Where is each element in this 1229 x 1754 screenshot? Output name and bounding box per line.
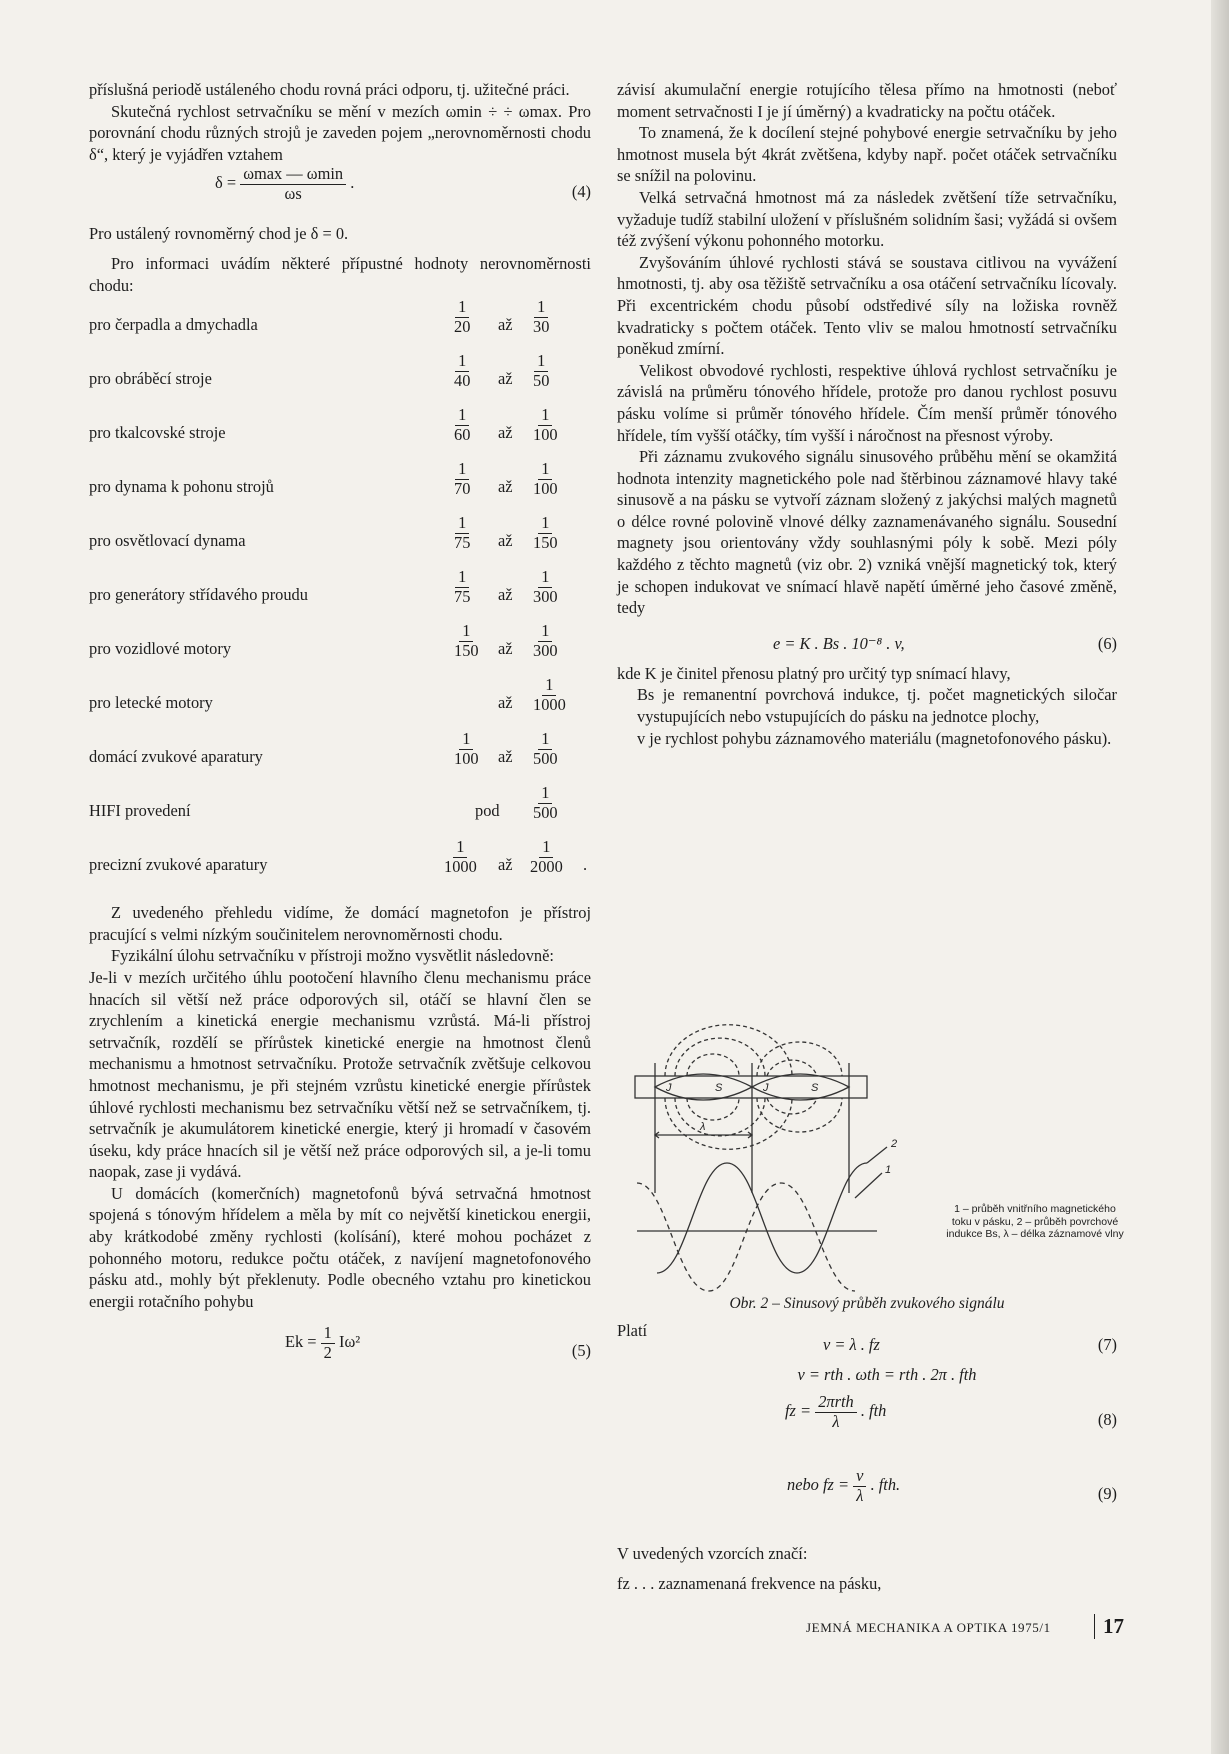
equation-number: (5) (571, 1341, 591, 1361)
paragraph: Zvyšováním úhlové rychlosti stává se soustava citlivou na vyvážení hmotnosti, tj. aby osa těžiště setrvačníku a osa otáčení setrvačníku lícovaly. Při excentrickém chodu působí odstředivé síly na ložiska rovněž kvadraticky s počtem otáček. Tento vliv se malou hmotností setrvačníku poněkud zmírní. (617, 252, 1117, 359)
equation-number: (6) (1097, 633, 1117, 653)
formula-block (617, 1320, 1117, 1594)
value-row: HIFI provedení pod $\frac{1}{500}$ (89, 783, 558, 823)
equation-5: Ek = $\frac{1}{2}$ Iω² (5) (285, 1323, 591, 1363)
svg-text:S: S (715, 1082, 723, 1094)
paragraph: Velikost obvodové rychlosti, respektive úhlová rychlost setrvačníku je závislá na průměru tónového hřídele, protože pro danou rychlost posuvu pásku volíme si průměr tónového hřídele. Čím menší průměr tónového hřídele, tím vyšší otáčky, tím vyšší i náročnost na přesnost výroby. (617, 360, 1117, 445)
value-row: pro obráběcí stroje $\frac{1}{40}$ až $\frac{1}{50}$ (89, 351, 550, 391)
paragraph: U domácích (komerčních) magnetofonů bývá setrvačná hmotnost spojená s tónovým hřídelem a měla by mít co největší kinetickou energii, aby krátkodobé změny rychlosti (kolísání), které mohou pocházet z pohonného motoru, redukce počtu otáček, z navíjení magnetofonového pásku atd., mohly být překlenuty. Podle obecného vztahu pro kinetickou energii rotačního pohybu (89, 1183, 591, 1311)
paragraph: Je-li v mezích určitého úhlu pootočení hlavního členu mechanismu práce hnacích sil větší než práce odporových sil, otáčí se hlavní člen se zrychlením a kinetická energie mechanismu vzrůstá. Má-li přístroj setrvačník, rozdělí se přírůstek kinetické energie na hmotnost členů mechanismu a hmotnost setrvačníku. Protože setrvačník zvětšuje celkovou hmotnost mechanismu, je při stejném vzrůstu kinetické energie přírůstek úhlové rychlosti mechanismu bez setrvačníku větší než se setrvačníkem, tj. setrvačník je akumulátorem kinetické energie, který ji hromadí v časovém úseku, kdy práce hnacích sil je větší než práce odporových sil, a je-li tomu naopak, zase ji vydává. (89, 967, 591, 1182)
value-row: pro generátory střídavého proudu $\frac{1}{75}$ až $\frac{1}{300}$ (89, 567, 558, 607)
value-row: pro vozidlové motory $\frac{1}{150}$ až $\frac{1}{300}$ (89, 621, 558, 661)
value-table (89, 298, 591, 892)
right-column (617, 79, 1117, 749)
svg-text:1: 1 (885, 1164, 892, 1176)
figure-caption: Obr. 2 – Sinusový průběh zvukového signálu (729, 1295, 1005, 1312)
figure-legend: 1 – průběh vnitřního magnetického toku v pásku, 2 – průběh povrchové indukce Bs, λ – délka záznamové vlny (946, 1203, 1124, 1240)
svg-text:2: 2 (891, 1138, 898, 1150)
paragraph: fz . . . zaznamenaná frekvence na pásku, (617, 1573, 882, 1593)
page-edge-shadow (1211, 0, 1229, 1754)
value-row: precizní zvukové aparatury $\frac{1}{1000}$ až $\frac{1}{2000}$ . (89, 837, 588, 877)
equation-number: (8) (1097, 1410, 1117, 1430)
paragraph: příslušná periodě ustáleného chodu rovná práci odporu, tj. užitečné práci. (89, 80, 570, 99)
definition: v je rychlost pohybu záznamového materiálu (magnetofonového pásku). (637, 728, 1112, 748)
paragraph: Skutečná rychlost setrvačníku se mění v mezích ωmin ÷ ÷ ωmax. Pro porovnání chodu různých strojů je zaveden pojem „nerovnoměrnosti chodu δ“, který je vyjádřen vztahem (89, 101, 591, 164)
paragraph: Při záznamu zvukového signálu sinusového průběhu mění se okamžitá hodnota intenzity magnetického pole nad štěrbinou záznamové hlavy také sinusově a na pásku se vytvoří záznam složený z jakýchsi malých magnetů o délce rovné polovině vlnové délky zaznamenávaného signálu. Sousední magnety jsou orientovány vždy souhlasnými póly k sobě. Mezi póly každého z těchto magnetů (viz obr. 2) vzniká vnější magnetický tok, který je schopen indukovat ve snímací hlavě napětí úměrné jeho časové změně, tedy (617, 447, 1117, 618)
svg-text:λ: λ (700, 1121, 706, 1133)
paragraph: Velká setrvačná hmotnost má za následek zvětšení tíže setrvačníku, vyžaduje tudíž stabilní uložení v příslušném solidním šasi; vyžádá si ovšem též zvýšení výkonu pohonného motorku. (617, 187, 1117, 251)
value-row: pro dynama k pohonu strojů $\frac{1}{70}$ až $\frac{1}{100}$ (89, 459, 558, 499)
paragraph: V uvedených vzorcích značí: (617, 1544, 808, 1564)
left-column (89, 79, 591, 1388)
paragraph: závisí akumulační energie rotujícího tělesa přímo na hmotnosti (neboť moment setrvačnosti I je jí úměrný) a kvadraticky na počtu otáček. (617, 80, 1117, 121)
svg-text:J: J (763, 1082, 769, 1094)
equation-4: δ = $\frac{\omega\max — \omega\min}{\omega s}$ . (4) (215, 164, 591, 204)
value-row: pro čerpadla a dmychadla $\frac{1}{20}$ až $\frac{1}{30}$ (89, 297, 550, 337)
equation-number: (9) (1097, 1484, 1117, 1504)
equation-number: (4) (571, 182, 591, 202)
equation-9: nebo fz = $\frac{v}{\lambda}$ . fth. (9) (787, 1466, 1117, 1506)
paragraph: To znamená, že k docílení stejné pohybové energie setrvačníku by jeho hmotnost musela být 4krát zvětšena, kdyby např. počet otáček setrvačníku se snížil na polovinu. (617, 123, 1117, 186)
svg-text:J: J (666, 1082, 672, 1094)
figure-2 (617, 1023, 1127, 1323)
equation-7: v = λ . fz (7) (823, 1334, 1117, 1354)
paragraph: Pro ustálený rovnoměrný chod je δ = 0. (89, 224, 349, 244)
journal-name: JEMNÁ MECHANIKA A OPTIKA 1975/1 (806, 1620, 1051, 1635)
definition: kde K je činitel přenosu platný pro určitý typ snímací hlavy, (617, 663, 1011, 683)
value-row: pro osvětlovací dynama $\frac{1}{75}$ až $\frac{1}{150}$ (89, 513, 558, 553)
equation-number: (7) (1097, 1334, 1117, 1354)
sinusoid-diagram (617, 1023, 1127, 1303)
equation-6: e = K . Bs . 10⁻⁸ . v, (6) (773, 633, 1117, 653)
svg-text:S: S (811, 1082, 819, 1094)
value-row: pro letecké motory až $\frac{1}{1000}$ (89, 675, 566, 715)
value-row: pro tkalcovské stroje $\frac{1}{60}$ až $\frac{1}{100}$ (89, 405, 558, 445)
paragraph: Pro informaci uvádím některé přípustné hodnoty nerovnoměrnosti chodu: (89, 253, 591, 295)
paragraph: Fyzikální úlohu setrvačníku v přístroji možno vysvětlit následovně: (111, 946, 554, 966)
label-plati: Platí (617, 1321, 648, 1340)
definition: Bs je remanentní povrchová indukce, tj. počet magnetických siločar vystupujících nebo vstupujících do pásku na jednotce plochy, (637, 685, 1117, 727)
equation-7b: v = rth . ωth = rth . 2π . fth (797, 1364, 977, 1384)
fraction: $\frac{\omega\max — \omega\min}{\omega s}$ (240, 165, 346, 204)
page-number: 17 (1094, 1614, 1124, 1639)
equation-8: fz = $\frac{\text{2πrth}}{\lambda}$ . fth (8) (785, 1392, 1117, 1432)
value-row: domácí zvukové aparatury $\frac{1}{100}$ až $\frac{1}{500}$ (89, 729, 558, 769)
page-footer (806, 1614, 1136, 1638)
paragraph: Z uvedeného přehledu vidíme, že domácí magnetofon je přístroj pracující s velmi nízkým součinitelem nerovnoměrnosti chodu. (89, 903, 591, 944)
